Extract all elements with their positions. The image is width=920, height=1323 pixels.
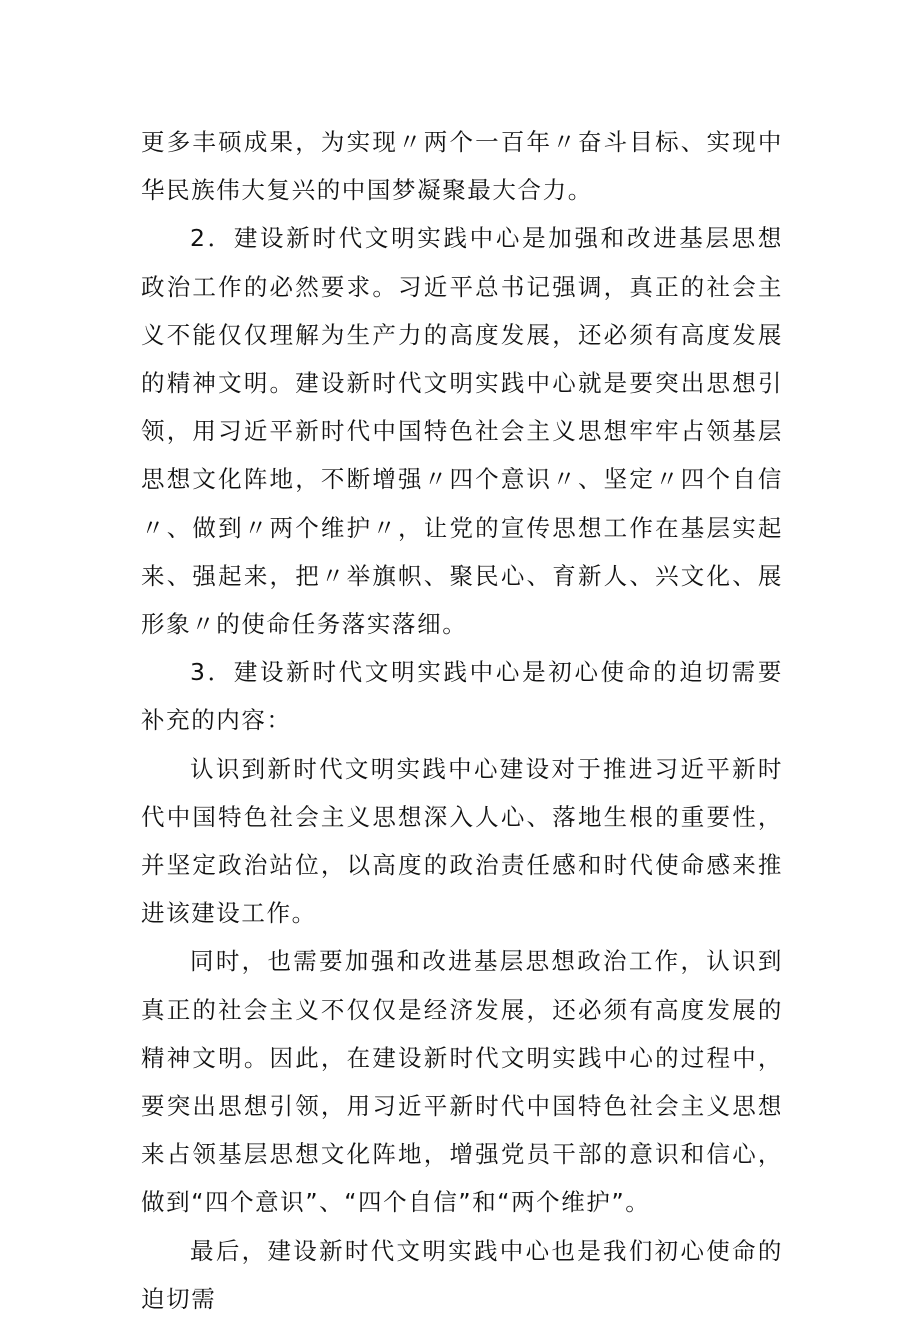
paragraph-continuation: 更多丰硕成果，为实现〃两个一百年〃奋斗目标、实现中华民族伟大复兴的中国梦凝聚最大合力。 (141, 128, 783, 205)
paragraph-finally: 最后，建设新时代文明实践中心也是我们初心使命的迫切需 (141, 1236, 783, 1313)
paragraph-item-2: 2．建设新时代文明实践中心是加强和改进基层思想政治工作的必然要求。习近平总书记强调，真正的社会主义不能仅仅理解为生产力的高度发展，还必须有高度发展的精神文明。建设新时代文明实践中心就是要突出思想引领，用习近平新时代中国特色社会主义思想牢牢占领基层思想文化阵地，不断增强〃四个意识〃、坚定〃四个自信〃、做到〃两个维护〃，让党的宣传思想工作在基层实起来、强起来，把〃举旗帜、聚民心、育新人、兴文化、展形象〃的使命任务落实落细。 (141, 224, 783, 639)
paragraph-recognition: 认识到新时代文明实践中心建设对于推进习近平新时代中国特色社会主义思想深入人心、落地生根的重要性，并坚定政治站位，以高度的政治责任感和时代使命感来推进该建设工作。 (141, 754, 783, 928)
document-body (141, 118, 783, 1323)
paragraph-item-3: 3．建设新时代文明实践中心是初心使命的迫切需要补充的内容： (141, 658, 783, 735)
paragraph-meanwhile: 同时，也需要加强和改进基层思想政治工作，认识到真正的社会主义不仅仅是经济发展，还必须有高度发展的精神文明。因此，在建设新时代文明实践中心的过程中，要突出思想引领，用习近平新时代中国特色社会主义思想来占领基层思想文化阵地，增强党员干部的意识和信心，做到“四个意识”、“四个自信”和“两个维护”。 (141, 947, 783, 1217)
